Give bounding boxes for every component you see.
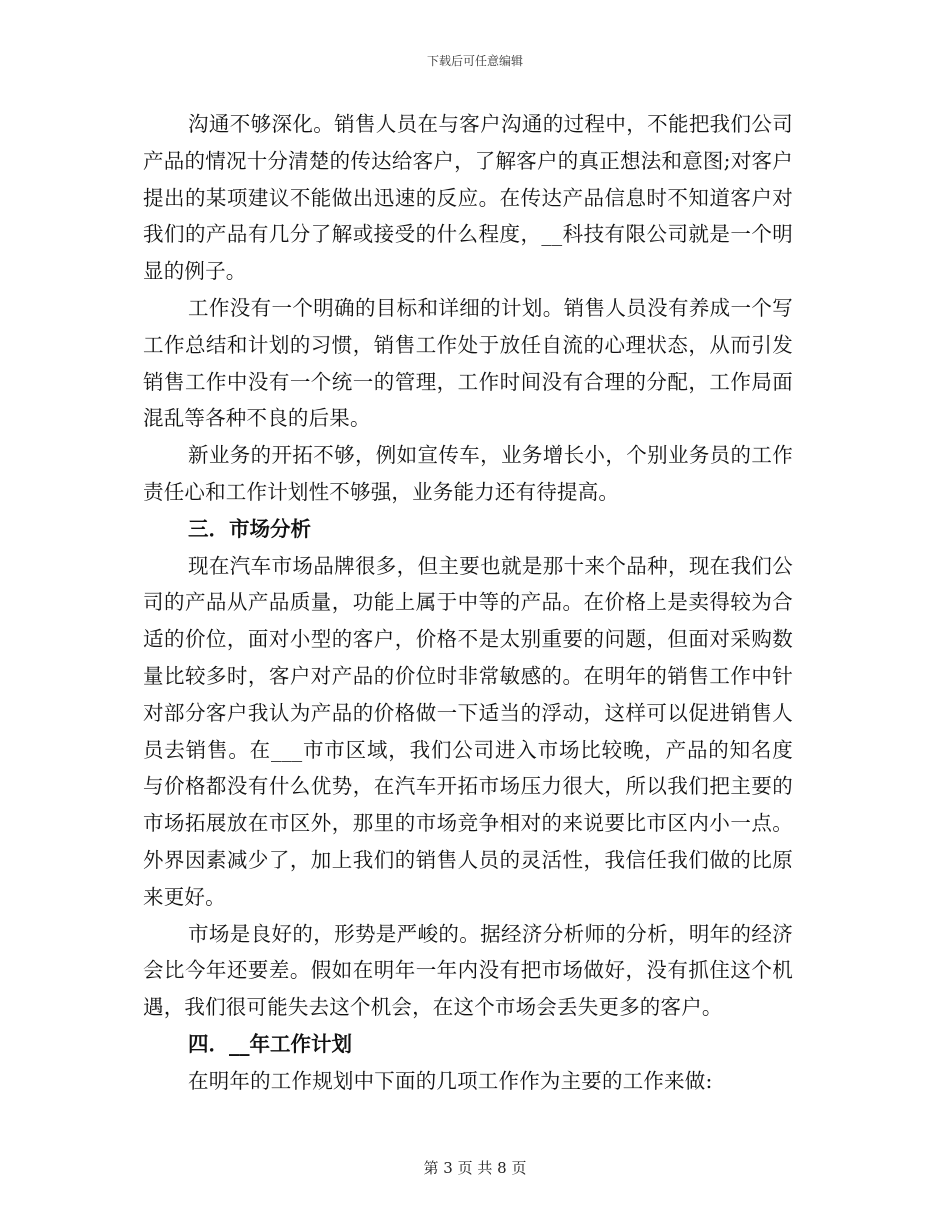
section-heading-market-analysis: 三．市场分析 bbox=[188, 516, 311, 541]
document-body bbox=[143, 106, 793, 1100]
paragraph-market-outlook: 市场是良好的，形势是严峻的。据经济分析师的分析，明年的经济会比今年还要差。假如在明年一年内没有把市场做好，没有抓住这个机遇，我们很可能失去这个机会，在这个市场会丢失更多的客户。 bbox=[143, 921, 793, 1020]
page-header: 下载后可任意编辑 bbox=[426, 54, 523, 68]
section-heading-work-plan: 四．__年工作计划 bbox=[188, 1031, 352, 1056]
paragraph-new-business: 新业务的开拓不够，例如宣传车，业务增长小，个别业务员的工作责任心和工作计划性不够强，业务能力还有待提高。 bbox=[143, 443, 793, 504]
paragraph-communication: 沟通不够深化。销售人员在与客户沟通的过程中，不能把我们公司产品的情况十分清楚的传达给客户，了解客户的真正想法和意图;对客户提出的某项建议不能做出迅速的反应。在传达产品信息时不知道客户对我们的产品有几分了解或接受的什么程度，__科技有限公司就是一个明显的例子。 bbox=[143, 112, 793, 284]
paragraph-plan-intro: 在明年的工作规划中下面的几项工作作为主要的工作来做: bbox=[188, 1068, 713, 1093]
page-footer: 第 3 页 共 8 页 bbox=[423, 1159, 527, 1177]
paragraph-market-analysis: 现在汽车市场品牌很多，但主要也就是那十来个品种，现在我们公司的产品从产品质量，功能上属于中等的产品。在价格上是卖得较为合适的价位，面对小型的客户，价格不是太别重要的问题，但面对采购数量比较多时，客户对产品的价位时非常敏感的。在明年的销售工作中针对部分客户我认为产品的价格做一下适当的浮动，这样可以促进销售人员去销售。在___市市区域，我们公司进入市场比较晚，产品的知名度与价格都没有什么优势，在汽车开拓市场压力很大，所以我们把主要的市场拓展放在市区外，那里的市场竞争相对的来说要比市区内小一点。外界因素减少了，加上我们的销售人员的灵活性，我信任我们做的比原来更好。 bbox=[143, 553, 793, 909]
paragraph-work-plan: 工作没有一个明确的目标和详细的计划。销售人员没有养成一个写工作总结和计划的习惯，销售工作处于放任自流的心理状态，从而引发销售工作中没有一个统一的管理，工作时间没有合理的分配，工作局面混乱等各种不良的后果。 bbox=[143, 295, 793, 431]
